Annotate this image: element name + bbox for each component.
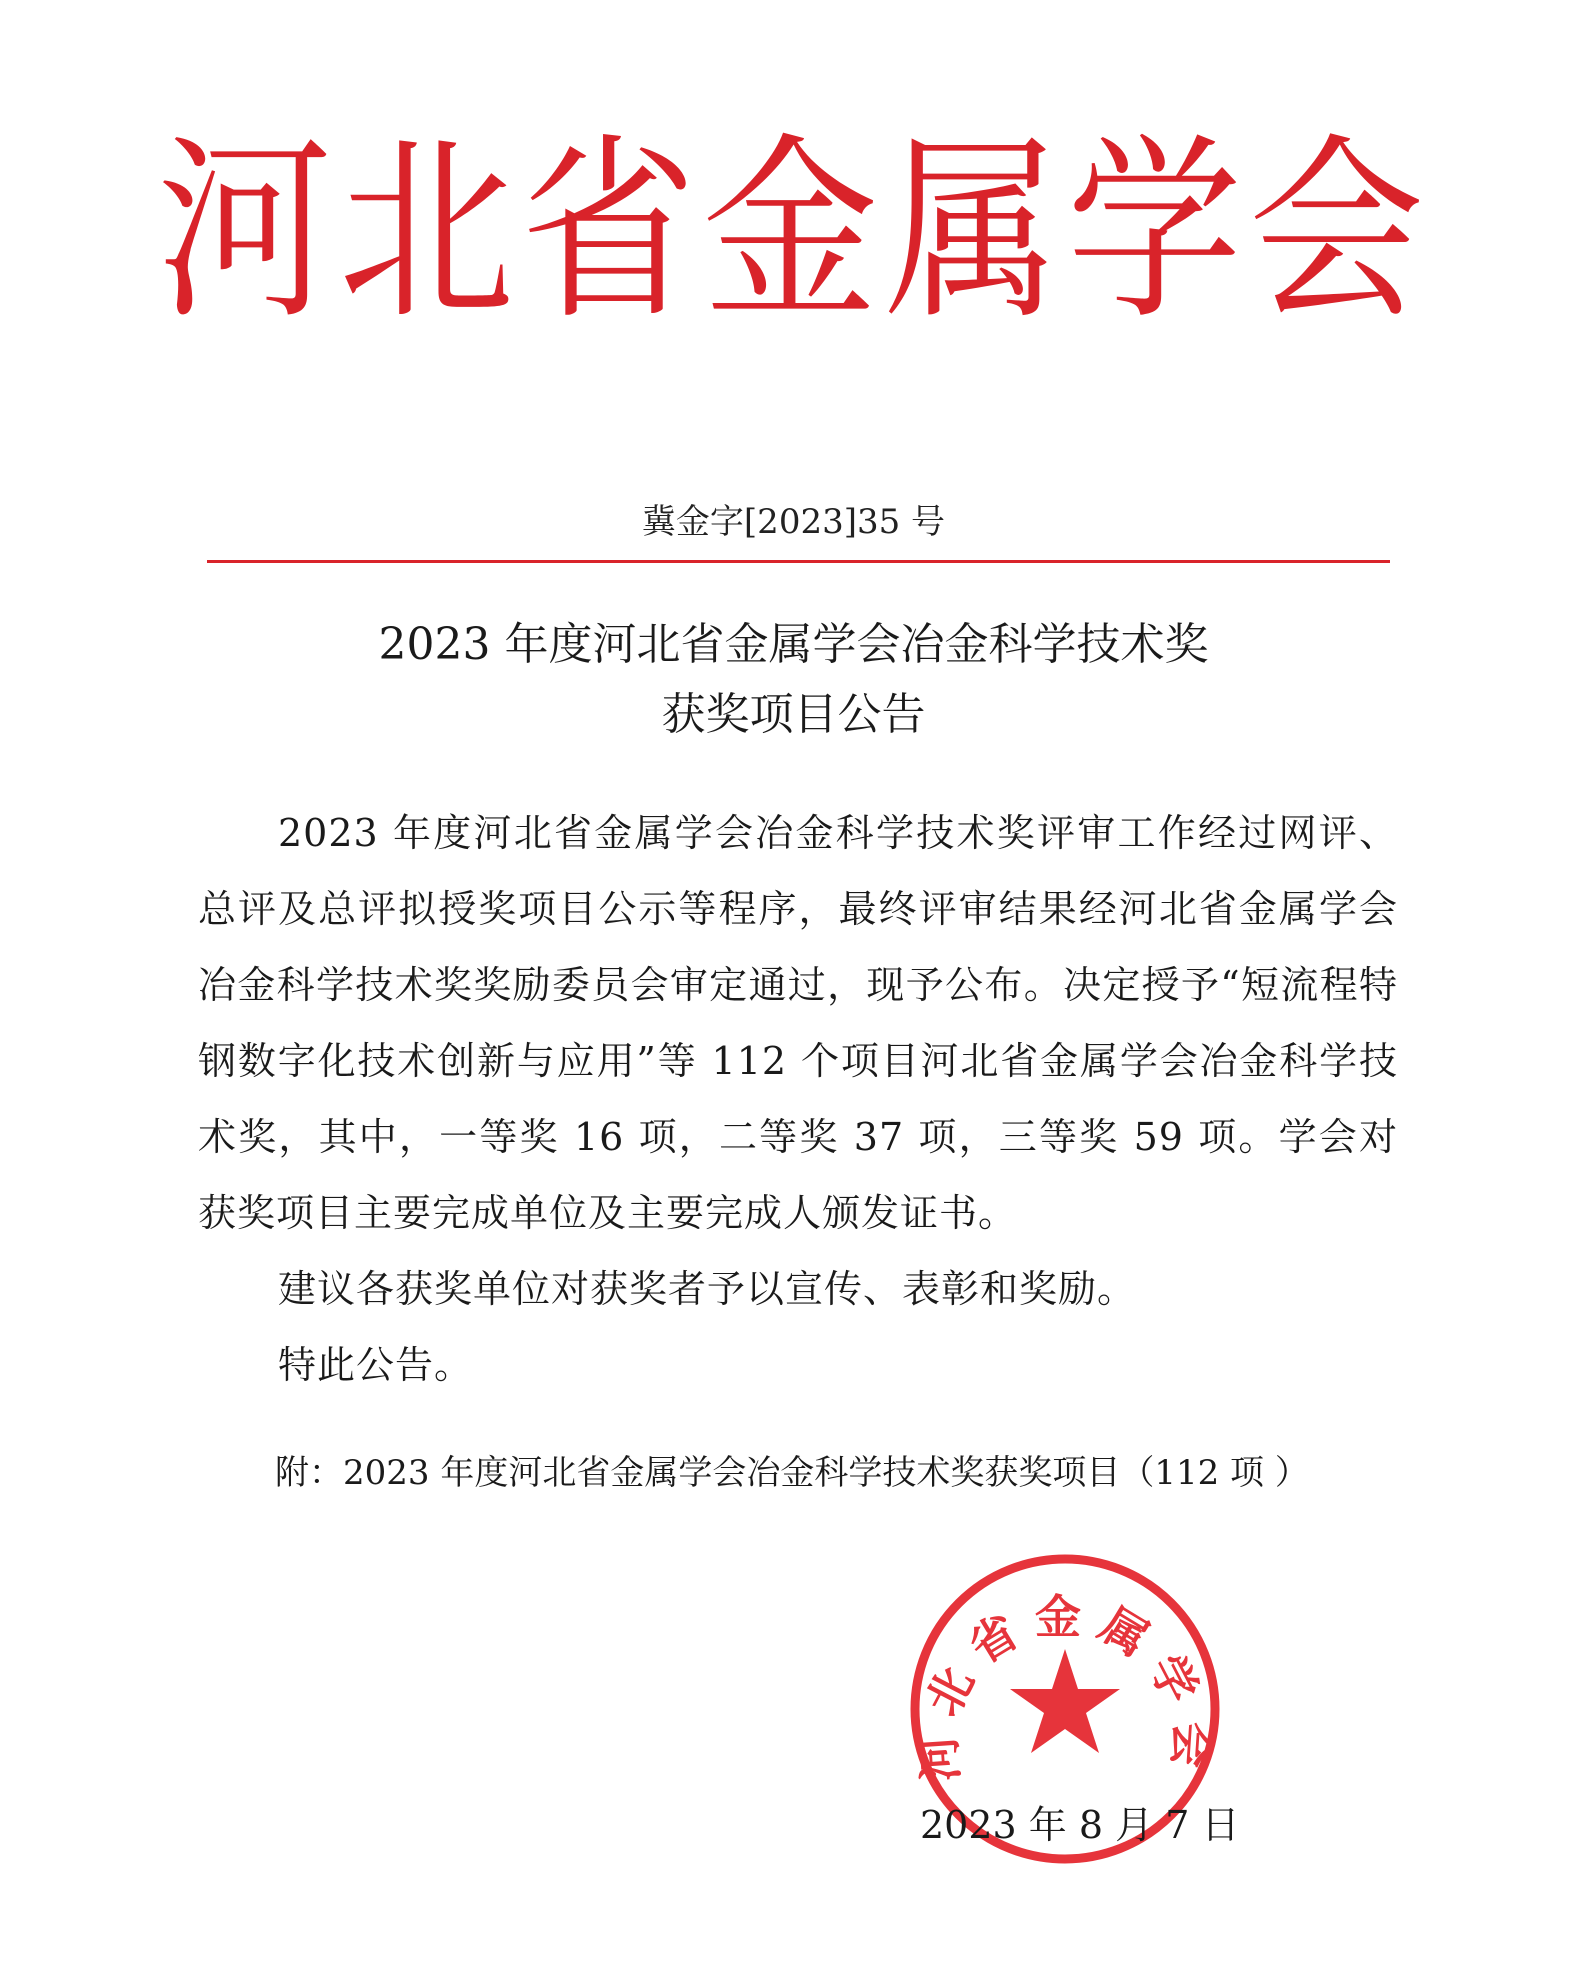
announcement-body xyxy=(198,795,1398,1403)
body-paragraph-2: 建议各获奖单位对获奖者予以宣传、表彰和奖励。 xyxy=(278,1267,1137,1311)
letterhead-title: 河北省金属学会 xyxy=(156,116,1431,347)
announcement-title xyxy=(0,610,1587,750)
seal-text-path: 河北省金属学会 xyxy=(910,1590,1220,1784)
document-number: 冀金字[2023]35 号 xyxy=(641,502,946,542)
title-line-2: 获奖项目公告 xyxy=(661,689,926,740)
red-divider-line xyxy=(207,560,1390,563)
attachment-note: 附：2023 年度河北省金属学会冶金科学技术奖获奖项目（112 项 ） xyxy=(275,1453,1309,1493)
title-line-1: 2023 年度河北省金属学会冶金科学技术奖 xyxy=(378,619,1209,670)
body-paragraph-3: 特此公告。 xyxy=(278,1343,474,1387)
issue-date: 2023 年 8 月 7 日 xyxy=(920,1803,1240,1847)
body-paragraph-1: 2023 年度河北省金属学会冶金科学技术奖评审工作经过网评、总评及总评拟授奖项目公示等程序，最终评审结果经河北省金属学会冶金科学技术奖奖励委员会审定通过，现予公布。决定授予“短流程特钢数字化技术创新与应用”等 112 个项目河北省金属学会冶金科学技术奖，其中，一等奖 16 项，二等奖 37 项，三等奖 59 项。学会对获奖项目主要完成单位及主要完成人颁发证书。 xyxy=(198,811,1398,1235)
star-icon xyxy=(1010,1649,1120,1753)
